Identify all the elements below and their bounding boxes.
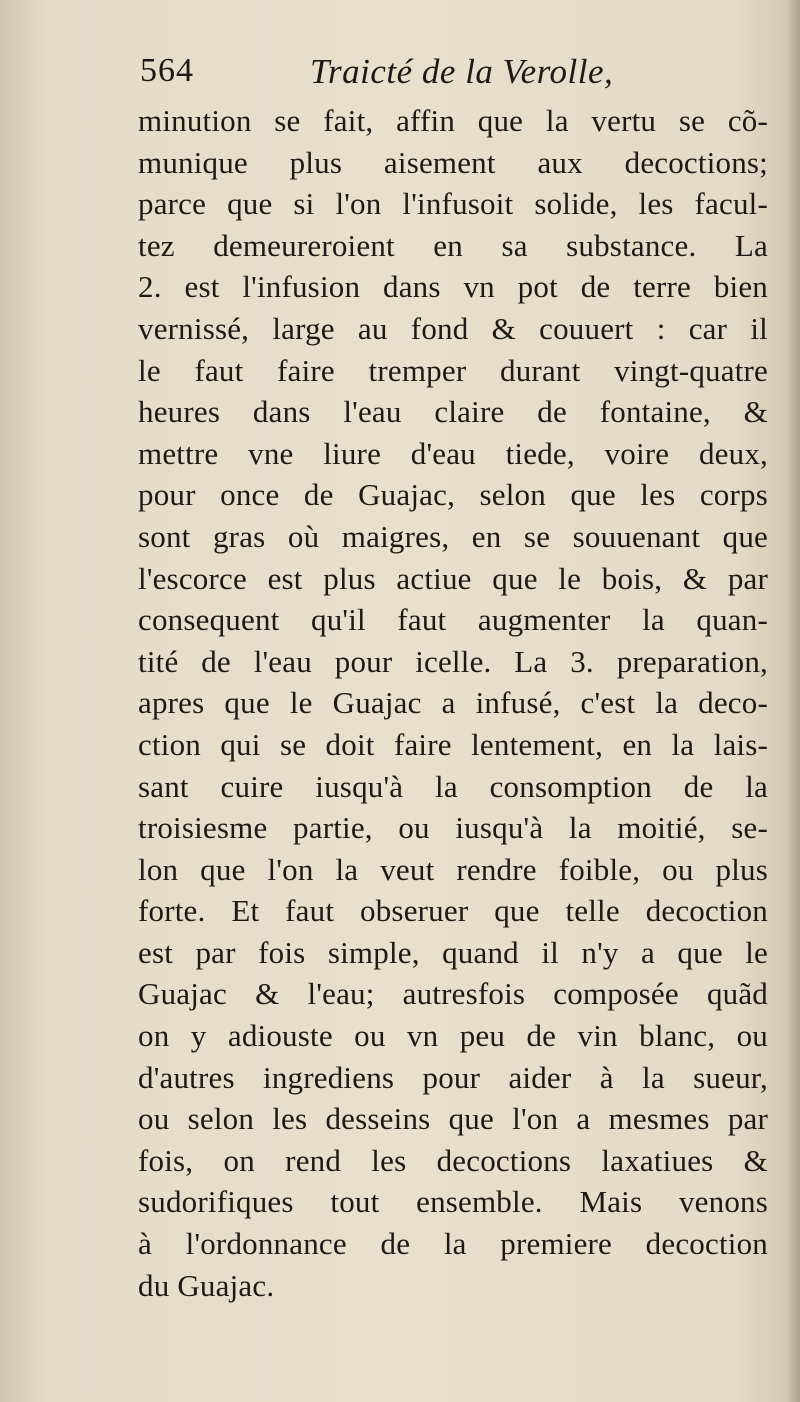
text-line: mettre vne liure d'eau tiede, voire deux, <box>138 435 768 471</box>
text-line: le faut faire tremper durant vingt-quatre <box>138 352 768 388</box>
text-line: lon que l'on la veut rendre foible, ou plus <box>138 851 768 887</box>
text-line: heures dans l'eau claire de fontaine, & <box>138 394 768 430</box>
text-line: 2. est l'infusion dans vn pot de terre bien <box>138 269 768 305</box>
text-line: sant cuire iusqu'à la consomption de la <box>138 768 768 804</box>
text-line: munique plus aisement aux decoctions; <box>138 144 768 180</box>
text-line: sont gras où maigres, en se souuenant que <box>138 518 768 554</box>
text-line: parce que si l'on l'infusoit solide, les facul- <box>138 186 768 222</box>
page-header <box>140 52 680 100</box>
text-line: vernissé, large au fond & couuert : car il <box>138 310 768 346</box>
text-line: apres que le Guajac a infusé, c'est la deco- <box>138 685 768 721</box>
text-line: on y adiouste ou vn peu de vin blanc, ou <box>138 1018 768 1054</box>
text-line: fois, on rend les decoctions laxatiues & <box>138 1142 768 1178</box>
text-line: pour once de Guajac, selon que les corps <box>138 477 768 513</box>
text-line: est par fois simple, quand il n'y a que le <box>138 934 768 970</box>
text-line: Guajac & l'eau; autresfois composée quãd <box>138 976 768 1012</box>
running-title: Traicté de la Verolle, <box>310 52 614 91</box>
page-number: 564 <box>140 52 194 89</box>
text-line: consequent qu'il faut augmenter la quan- <box>138 602 768 638</box>
text-line: ou selon les desseins que l'on a mesmes par <box>138 1101 768 1137</box>
text-line: à l'ordonnance de la premiere decoction <box>138 1226 768 1262</box>
text-line: forte. Et faut obseruer que telle decoction <box>138 893 768 929</box>
text-line: du Guajac. <box>138 1267 275 1303</box>
page-edge-shadow <box>786 0 800 1402</box>
text-line: minution se fait, affin que la vertu se cõ- <box>138 103 768 138</box>
text-line: tité de l'eau pour icelle. La 3. preparation, <box>138 643 768 679</box>
text-line: ction qui se doit faire lentement, en la lais- <box>138 726 768 762</box>
text-line: sudorifiques tout ensemble. Mais venons <box>138 1184 768 1220</box>
text-line: l'escorce est plus actiue que le bois, & par <box>138 560 768 596</box>
text-line: troisiesme partie, ou iusqu'à la moitié, se- <box>138 810 768 846</box>
body-text <box>138 100 768 1306</box>
text-line: d'autres ingrediens pour aider à la sueur, <box>138 1059 768 1095</box>
text-line: tez demeureroient en sa substance. La <box>138 227 768 263</box>
